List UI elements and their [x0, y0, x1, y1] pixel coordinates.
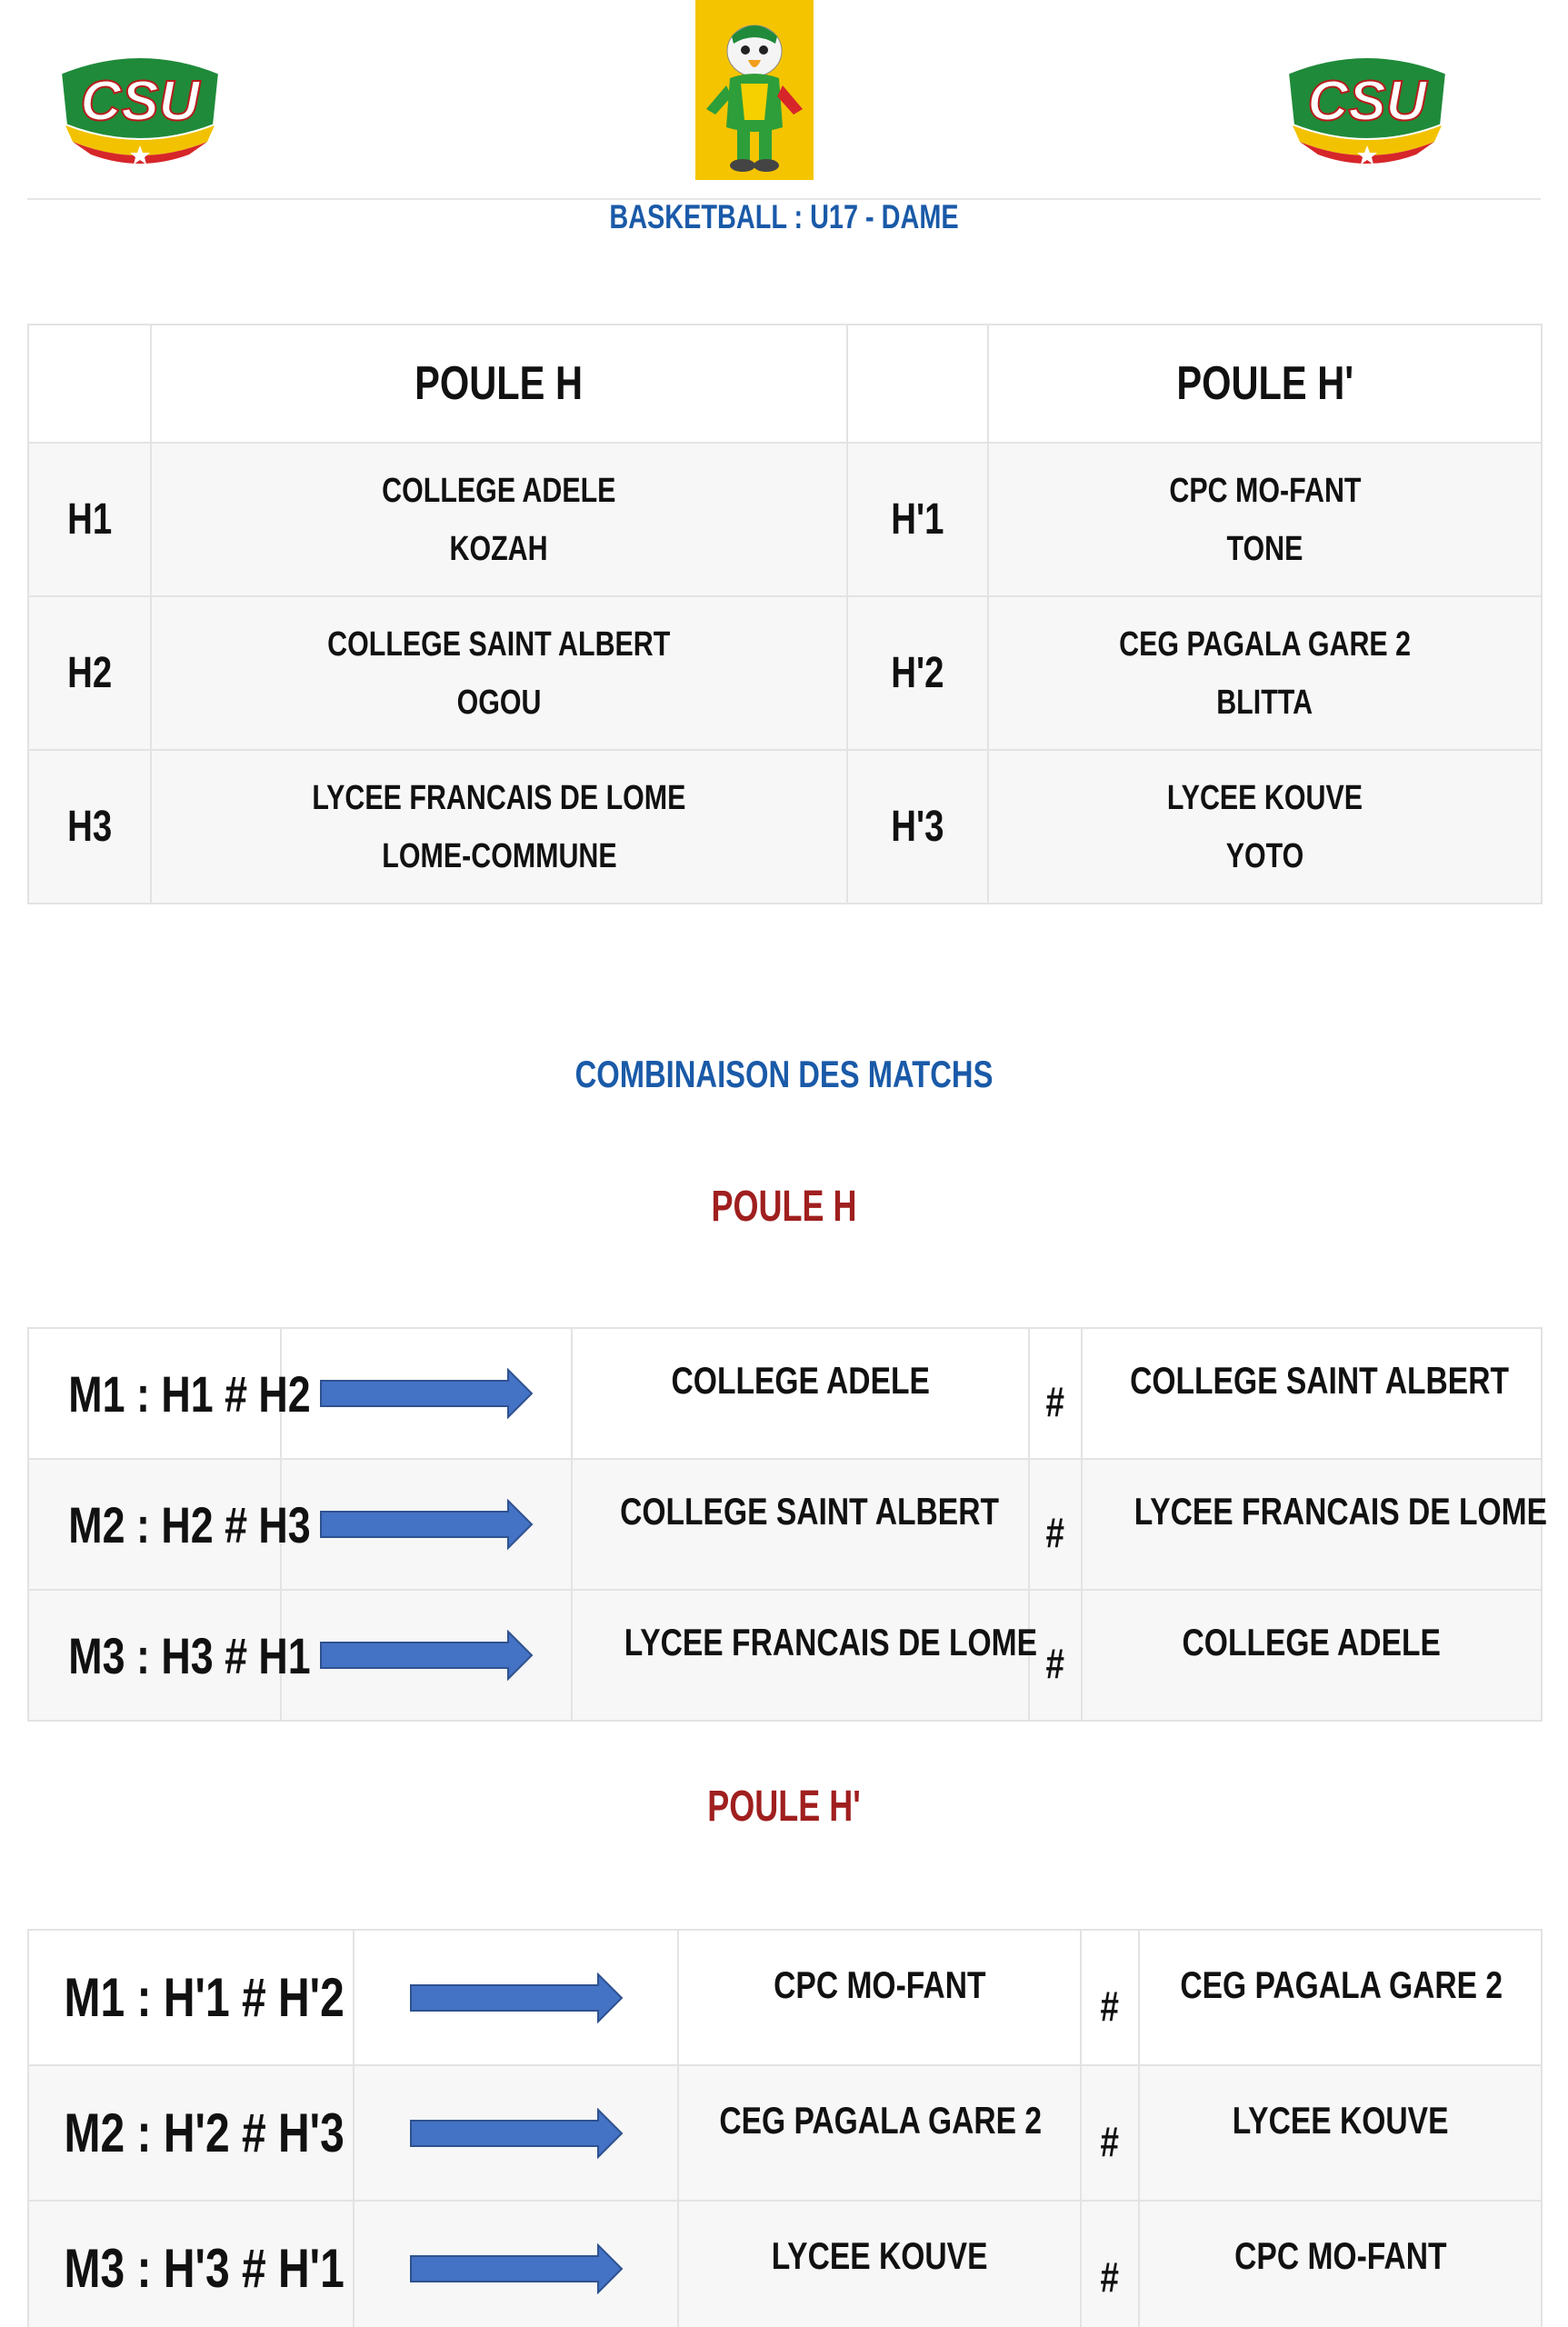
header-poule-h: POULE H [151, 325, 847, 443]
arrow-cell [281, 1328, 572, 1459]
away-team: LYCEE KOUVE [1139, 2065, 1542, 2201]
csu-logo-icon [53, 47, 227, 165]
away-team: CEG PAGALA GARE 2 [1139, 1930, 1542, 2065]
arrow-cell [354, 2201, 678, 2327]
team-cell: LYCEE KOUVE YOTO [988, 750, 1542, 904]
svg-text:CSU: CSU [80, 70, 200, 133]
table-row [28, 750, 1542, 904]
table-row [28, 1459, 1542, 1590]
right-arrow-icon [319, 1368, 534, 1419]
header-cell [847, 325, 988, 443]
table-row [28, 1590, 1542, 1721]
header-cell [28, 325, 151, 443]
arrow-cell [281, 1459, 572, 1590]
page-title: BASKETBALL : U17 - DAME [609, 198, 959, 235]
team-code: H2 [28, 596, 151, 750]
table-row [28, 2065, 1542, 2201]
team-code: H'2 [847, 596, 988, 750]
right-arrow-icon [409, 2243, 624, 2294]
arrow-cell [354, 2065, 678, 2201]
header-poule-hp: POULE H' [988, 325, 1542, 443]
home-team: CPC MO-FANT [678, 1930, 1081, 2065]
table-row [28, 1930, 1542, 2065]
team-cell: LYCEE FRANCAIS DE LOME LOME-COMMUNE [151, 750, 847, 904]
team-code: H3 [28, 750, 151, 904]
match-label: M2 : H'2 # H'3 [28, 2065, 354, 2201]
team-cell: CPC MO-FANT TONE [988, 443, 1542, 596]
poule-h-title: POULE H [711, 1183, 857, 1231]
versus-separator: # [1081, 2201, 1139, 2327]
away-team: COLLEGE ADELE [1082, 1590, 1542, 1721]
home-team: COLLEGE ADELE [572, 1328, 1029, 1459]
match-label: M3 : H3 # H1 [28, 1590, 281, 1721]
versus-separator: # [1029, 1328, 1082, 1459]
svg-text:CSU: CSU [1307, 70, 1427, 133]
home-team: LYCEE KOUVE [678, 2201, 1081, 2327]
versus-separator: # [1081, 2065, 1139, 2201]
table-row [28, 596, 1542, 750]
versus-separator: # [1029, 1590, 1082, 1721]
eagle-mascot-icon [695, 0, 814, 180]
team-code: H'3 [847, 750, 988, 904]
home-team: LYCEE FRANCAIS DE LOME [572, 1590, 1029, 1721]
arrow-cell [354, 1930, 678, 2065]
poules-table [27, 324, 1543, 904]
poule-hp-matches-table [27, 1929, 1543, 2327]
right-arrow-icon [409, 2108, 624, 2159]
versus-separator: # [1081, 1930, 1139, 2065]
poule-h-matches-table [27, 1327, 1548, 1722]
right-arrow-icon [409, 1972, 624, 2023]
versus-separator: # [1029, 1459, 1082, 1590]
match-label: M1 : H1 # H2 [28, 1328, 281, 1459]
team-cell: COLLEGE SAINT ALBERT OGOU [151, 596, 847, 750]
table-row [28, 443, 1542, 596]
right-arrow-icon [319, 1630, 534, 1681]
poule-hp-title: POULE H' [707, 1783, 861, 1831]
table-row [28, 1328, 1542, 1459]
team-code: H'1 [847, 443, 988, 596]
poules-header-row [28, 325, 1542, 443]
arrow-cell [281, 1590, 572, 1721]
combinaison-title: COMBINAISON DES MATCHS [574, 1053, 994, 1095]
home-team: CEG PAGALA GARE 2 [678, 2065, 1081, 2201]
match-label: M3 : H'3 # H'1 [28, 2201, 354, 2327]
away-team: CPC MO-FANT [1139, 2201, 1542, 2327]
match-label: M1 : H'1 # H'2 [28, 1930, 354, 2065]
team-cell: COLLEGE ADELE KOZAH [151, 443, 847, 596]
right-arrow-icon [319, 1499, 534, 1550]
team-cell: CEG PAGALA GARE 2 BLITTA [988, 596, 1542, 750]
home-team: COLLEGE SAINT ALBERT [572, 1459, 1029, 1590]
away-team: COLLEGE SAINT ALBERT [1082, 1328, 1542, 1459]
table-row [28, 2201, 1542, 2327]
team-code: H1 [28, 443, 151, 596]
away-team: LYCEE FRANCAIS DE LOME [1082, 1459, 1542, 1590]
csu-logo-icon [1280, 47, 1454, 165]
match-label: M2 : H2 # H3 [28, 1459, 281, 1590]
